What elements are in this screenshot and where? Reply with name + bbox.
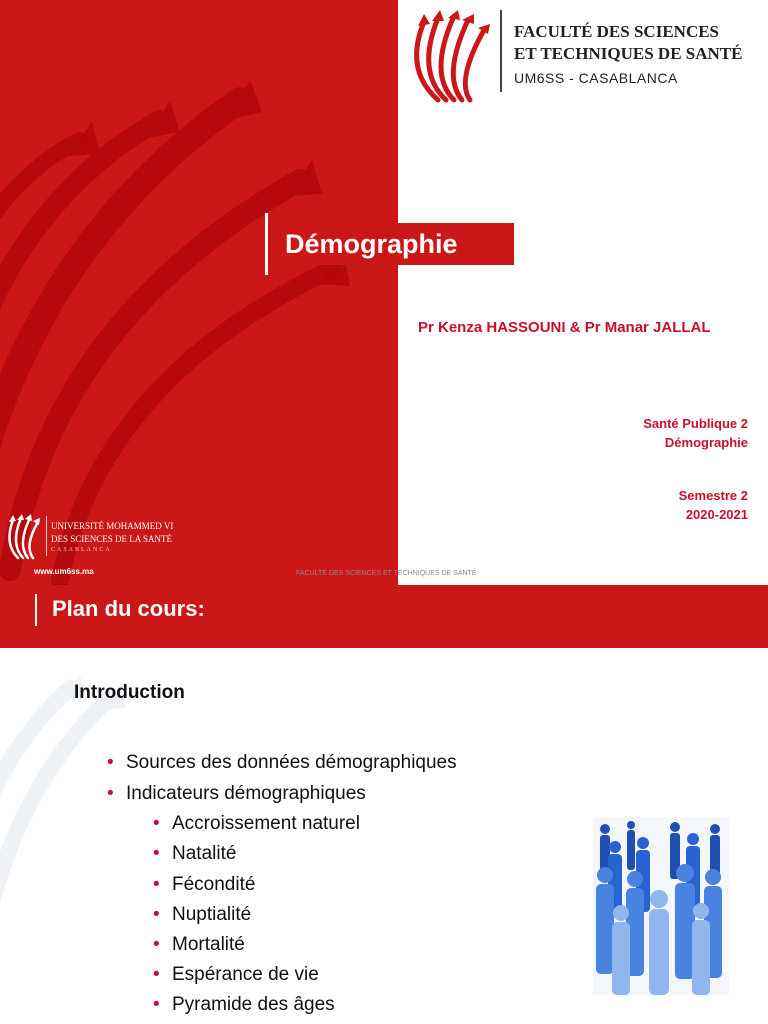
arrows-watermark-icon [0,648,140,1024]
academic-year: 2020-2021 [685,507,748,522]
faculty-name-line1: FACULTÉ DES SCIENCES [514,22,720,41]
slide-header-bar [0,585,768,648]
list-item-label: Indicateurs démographiques [126,783,366,804]
faculty-location: UM6SS - CASABLANCA [514,70,678,86]
list-item [153,964,319,986]
bullet-icon: • [153,874,160,895]
header-divider [35,594,37,626]
arrows-watermark-icon [0,0,398,585]
university-logo-icon [4,514,46,560]
list-item [107,752,457,774]
title-divider [265,213,268,275]
semester: Semestre 2 [678,488,748,503]
list-item [153,813,360,835]
bullet-icon: • [107,783,114,804]
list-item [153,874,256,896]
university-name-line2: DES SCIENCES DE LA SANTÉ [51,534,173,544]
logo-divider [500,10,502,92]
bullet-icon: • [153,934,160,955]
list-item-label: Espérance de vie [172,964,319,985]
university-name-line1: UNIVERSITÉ MOHAMMED VI [51,521,174,531]
faculty-name-line2: ET TECHNIQUES DE SANTÉ [514,44,743,63]
course-name: Santé Publique 2 [643,416,748,431]
bullet-icon: • [153,813,160,834]
bullet-icon: • [153,994,160,1015]
outline-slide [0,585,768,1024]
bullet-icon: • [153,843,160,864]
slide-title: Démographie [285,229,458,259]
list-item [107,783,366,805]
list-item-label: Mortalité [172,934,245,955]
slide-footer: FACULTÉ DES SCIENCES ET TECHNIQUES DE SANTÉ [296,570,477,577]
red-banner-panel [0,0,398,585]
list-item-label: Sources des données démographiques [126,752,457,773]
course-subject: Démographie [664,435,748,450]
authors: Pr Kenza HASSOUNI & Pr Manar JALLAL [418,319,711,336]
list-item [153,994,335,1016]
faculty-logo-icon [404,10,496,104]
website-link[interactable]: www.um6ss.ma [34,567,94,576]
slide-title: Plan du cours: [52,596,205,621]
bullet-icon: • [153,964,160,985]
university-city: CASABLANCA [51,547,112,553]
university-divider [46,516,47,556]
bullet-icon: • [153,904,160,925]
list-item [153,843,237,865]
list-item-label: Natalité [172,843,237,864]
list-item-label: Fécondité [172,874,256,895]
crowd-silhouettes-image [593,817,729,995]
introduction-heading: Introduction [74,682,185,703]
list-item-label: Pyramide des âges [172,994,335,1015]
list-item-label: Nuptialité [172,904,252,925]
list-item [153,904,252,926]
bullet-icon: • [107,752,114,773]
list-item [153,934,245,956]
list-item-label: Accroissement naturel [172,813,360,834]
